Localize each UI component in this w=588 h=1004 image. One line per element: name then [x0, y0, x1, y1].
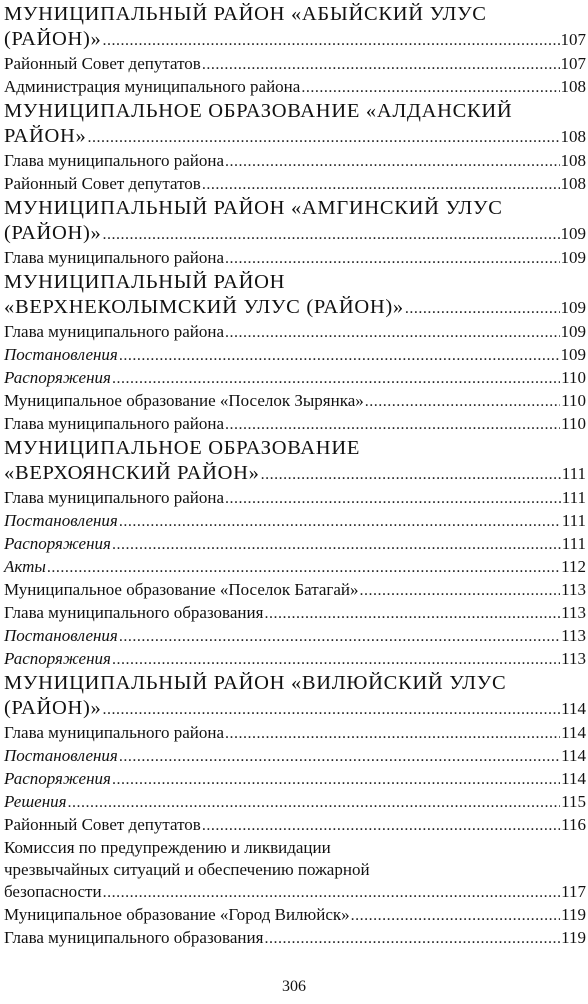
toc-entry	[4, 625, 586, 648]
toc-entry	[4, 768, 586, 791]
table-of-contents	[4, 2, 586, 950]
toc-entry	[4, 27, 586, 54]
toc-page-number: 111	[561, 511, 586, 530]
toc-entry	[4, 510, 586, 533]
dot-leader	[68, 792, 561, 814]
toc-entry	[4, 904, 586, 927]
toc-entry	[4, 881, 586, 904]
toc-entry	[4, 221, 586, 248]
toc-entry-title: Районный Совет депутатов	[4, 54, 201, 73]
dot-leader	[301, 77, 559, 99]
toc-entry	[4, 648, 586, 671]
toc-page-number: 107	[560, 54, 586, 73]
toc-entry	[4, 579, 586, 602]
dot-leader	[225, 414, 560, 436]
dot-leader	[103, 29, 560, 54]
dot-leader	[112, 534, 561, 556]
toc-page-number: 110	[561, 368, 586, 387]
toc-page-number: 119	[561, 928, 586, 947]
dot-leader	[119, 626, 560, 648]
toc-entry	[4, 461, 586, 488]
toc-page-number: 110	[561, 391, 586, 410]
toc-entry	[4, 533, 586, 556]
toc-entry-title: Районный Совет депутатов	[4, 174, 201, 193]
toc-entry-title: Постановления	[4, 626, 118, 645]
toc-entry-title: (РАЙОН)»	[4, 221, 102, 244]
toc-entry	[4, 150, 586, 173]
toc-page-number: 111	[561, 463, 586, 483]
toc-page-number: 107	[560, 29, 586, 49]
toc-entry	[4, 487, 586, 510]
dot-leader	[119, 511, 561, 533]
dot-leader	[264, 603, 560, 625]
toc-entry-title: «ВЕРХНЕКОЛЫМСКИЙ УЛУС (РАЙОН)»	[4, 295, 404, 318]
toc-page-number: 119	[561, 905, 586, 924]
toc-page-number: 114	[561, 746, 586, 765]
page-number: 306	[282, 978, 306, 995]
toc-section-heading: МУНИЦИПАЛЬНЫЙ РАЙОН «АМГИНСКИЙ УЛУС	[4, 197, 503, 219]
dot-leader	[202, 174, 560, 196]
toc-entry-title: Глава муниципального района	[4, 322, 225, 341]
toc-entry-title: безопасности	[4, 882, 102, 901]
dot-leader	[264, 928, 560, 950]
toc-entry-title: Районный Совет депутатов	[4, 815, 201, 834]
toc-page-number: 113	[561, 603, 586, 622]
toc-entry-title: Глава муниципального района	[4, 151, 225, 170]
toc-page-number: 109	[560, 297, 586, 317]
dot-leader	[119, 345, 560, 367]
toc-page-number: 116	[561, 815, 586, 834]
toc-entry-title: Постановления	[4, 345, 118, 364]
toc-entry-title: Администрация муниципального района	[4, 77, 301, 96]
toc-entry	[4, 390, 586, 413]
dot-leader	[405, 297, 560, 322]
toc-entry	[4, 722, 586, 745]
toc-page-number: 109	[560, 223, 586, 243]
toc-page-number: 114	[561, 769, 586, 788]
toc-page-number: 108	[560, 77, 586, 96]
toc-entry	[4, 247, 586, 270]
dot-leader	[119, 746, 560, 768]
toc-entry	[4, 173, 586, 196]
dot-leader	[351, 905, 560, 927]
toc-entry-title: (РАЙОН)»	[4, 696, 102, 719]
toc-entry-title: Глава муниципального образования	[4, 603, 264, 622]
dot-leader	[202, 54, 560, 76]
toc-entry-line: Комиссия по предупреждению и ликвидации	[4, 838, 331, 857]
dot-leader	[103, 698, 561, 723]
toc-entry-title: Постановления	[4, 746, 118, 765]
toc-entry	[4, 696, 586, 723]
dot-leader	[225, 248, 559, 270]
toc-page-number: 113	[561, 649, 586, 668]
toc-page-number: 109	[560, 345, 586, 364]
dot-leader	[87, 126, 559, 151]
toc-section-heading: МУНИЦИПАЛЬНЫЙ РАЙОН «ВИЛЮЙСКИЙ УЛУС	[4, 672, 507, 694]
toc-entry-title: Глава муниципального образования	[4, 928, 264, 947]
toc-entry	[4, 556, 586, 579]
dot-leader	[261, 463, 561, 488]
toc-entry-title: Распоряжения	[4, 649, 111, 668]
toc-entry	[4, 814, 586, 837]
toc-section-heading: МУНИЦИПАЛЬНЫЙ РАЙОН «АБЫЙСКИЙ УЛУС	[4, 3, 487, 25]
toc-page-number: 113	[561, 626, 586, 645]
toc-entry-title: Глава муниципального района	[4, 488, 225, 507]
toc-entry-title: Распоряжения	[4, 769, 111, 788]
dot-leader	[112, 368, 560, 390]
toc-section-heading: МУНИЦИПАЛЬНОЕ ОБРАЗОВАНИЕ	[4, 437, 361, 459]
toc-entry-line: чрезвычайных ситуаций и обеспечению пожарной	[4, 860, 370, 879]
toc-entry	[4, 76, 586, 99]
toc-page-number: 109	[560, 322, 586, 341]
toc-entry-title: Распоряжения	[4, 368, 111, 387]
toc-page-number: 110	[561, 414, 586, 433]
toc-page-number: 108	[560, 126, 586, 146]
toc-page-number: 111	[561, 488, 586, 507]
toc-entry-title: Муниципальное образование «Поселок Зырянка»	[4, 391, 364, 410]
toc-page-number: 113	[561, 580, 586, 599]
toc-entry-title: РАЙОН»	[4, 124, 87, 147]
toc-entry	[4, 413, 586, 436]
toc-entry-title: Муниципальное образование «Поселок Батагай»	[4, 580, 359, 599]
toc-entry-title: Постановления	[4, 511, 118, 530]
toc-page-number: 117	[561, 882, 586, 901]
toc-entry-title: Глава муниципального района	[4, 723, 225, 742]
dot-leader	[112, 769, 560, 791]
toc-entry	[4, 295, 586, 322]
dot-leader	[202, 815, 560, 837]
toc-entry-title: Акты	[4, 557, 46, 576]
dot-leader	[225, 151, 559, 173]
dot-leader	[103, 223, 560, 248]
dot-leader	[103, 882, 561, 904]
toc-page-number: 108	[560, 174, 586, 193]
toc-entry-title: Муниципальное образование «Город Вилюйск»	[4, 905, 350, 924]
dot-leader	[365, 391, 560, 413]
toc-entry	[4, 344, 586, 367]
toc-entry-title: Глава муниципального района	[4, 248, 225, 267]
dot-leader	[225, 488, 561, 510]
toc-entry	[4, 53, 586, 76]
toc-entry	[4, 927, 586, 950]
toc-page-number: 111	[561, 534, 586, 553]
toc-page-number: 114	[561, 698, 586, 718]
toc-entry	[4, 791, 586, 814]
toc-page-number: 108	[560, 151, 586, 170]
toc-entry	[4, 602, 586, 625]
toc-entry-title: (РАЙОН)»	[4, 27, 102, 50]
toc-entry-title: Распоряжения	[4, 534, 111, 553]
dot-leader	[225, 322, 559, 344]
toc-page-number: 109	[560, 248, 586, 267]
dot-leader	[360, 580, 561, 602]
toc-page-number: 114	[561, 723, 586, 742]
toc-section-heading: МУНИЦИПАЛЬНОЕ ОБРАЗОВАНИЕ «АЛДАНСКИЙ	[4, 100, 513, 122]
toc-entry	[4, 367, 586, 390]
toc-entry	[4, 321, 586, 344]
toc-entry	[4, 124, 586, 151]
toc-entry-title: Глава муниципального района	[4, 414, 225, 433]
toc-section-heading: МУНИЦИПАЛЬНЫЙ РАЙОН	[4, 271, 286, 293]
dot-leader	[225, 723, 560, 745]
toc-page-number: 115	[561, 792, 586, 811]
dot-leader	[47, 557, 560, 579]
toc-page-number: 112	[561, 557, 586, 576]
toc-entry-title: «ВЕРХОЯНСКИЙ РАЙОН»	[4, 461, 260, 484]
toc-entry-title: Решения	[4, 792, 67, 811]
dot-leader	[112, 649, 560, 671]
toc-entry	[4, 745, 586, 768]
